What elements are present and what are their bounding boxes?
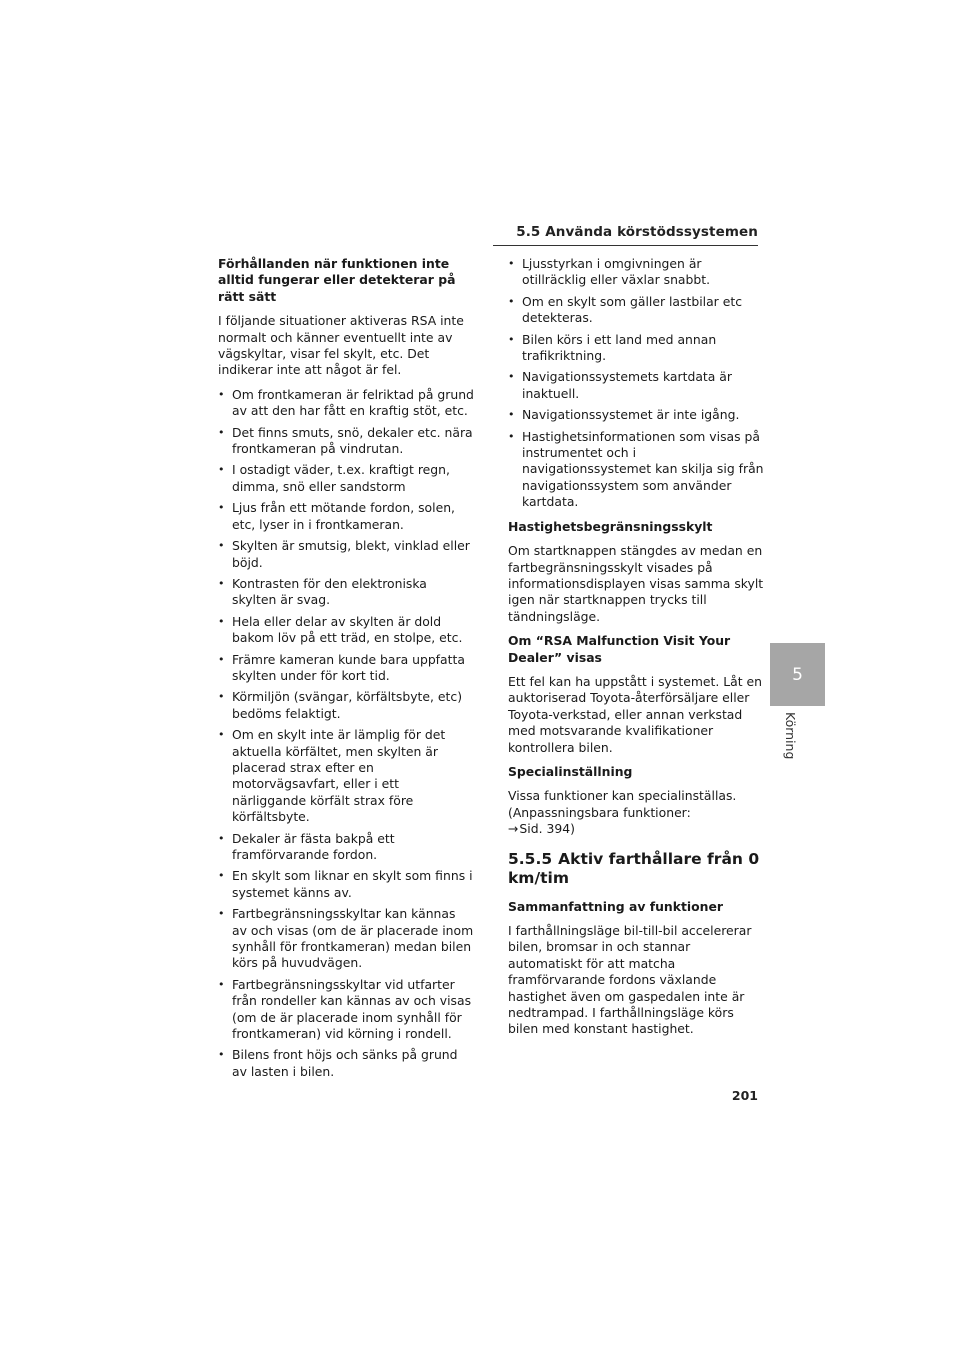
arrow-right-icon: → bbox=[508, 821, 519, 837]
customization-heading: Specialinställning bbox=[508, 763, 633, 779]
list-item: • Ljusstyrkan i omgivningen är otillräcklig eller växlar snabbt. bbox=[508, 256, 766, 289]
running-header: 5.5 Använda körstödssystemen bbox=[516, 224, 758, 240]
list-item: • Körmiljön (svängar, körfältsbyte, etc) bedöms felaktigt. bbox=[218, 689, 474, 722]
list-item: • Om en skylt som gäller lastbilar etc detekteras. bbox=[508, 294, 766, 327]
right-column bbox=[508, 256, 766, 1046]
page-number: 201 bbox=[731, 1088, 758, 1103]
customization-text-body: Vissa funktioner kan specialinställas. (Anpassningsbara funktioner: bbox=[508, 788, 737, 820]
list-item: • Ljus från ett mötande fordon, solen, etc, lyser in i frontkameran. bbox=[218, 500, 474, 533]
chapter-label: Körning bbox=[783, 712, 798, 760]
list-item: • Om frontkameran är felriktad på grund av att den har fått en kraftig stöt, etc. bbox=[218, 387, 474, 420]
list-item: • Fartbegränsningsskyltar vid utfarter från rondeller kan kännas av och visas (om de är placerade inom synhåll för frontkameran) vid körning i rondell. bbox=[218, 977, 474, 1043]
list-item: • Skylten är smutsig, blekt, vinklad eller böjd. bbox=[218, 538, 474, 571]
list-item: • En skylt som liknar en skylt som finns i systemet känns av. bbox=[218, 868, 474, 901]
list-item: • Dekaler är fästa bakpå ett framförvarande fordon. bbox=[218, 831, 474, 864]
list-item: • Det finns smuts, snö, dekaler etc. nära frontkameran på vindrutan. bbox=[218, 425, 474, 458]
page-reference-link[interactable]: Sid. 394) bbox=[519, 821, 575, 837]
list-item: • Om en skylt inte är lämplig för det aktuella körfältet, men skylten är placerad strax efter en motorvägsavfart, eller i ett närliggande körfält strax före körfältsbyte. bbox=[218, 727, 474, 825]
list-item: • Fartbegränsningsskyltar kan kännas av och visas (om de är placerade inom synhåll för frontkameran) medan bilen körs på huvudvägen. bbox=[218, 906, 474, 972]
malfunction-heading: Om “RSA Malfunction Visit Your Dealer” visas bbox=[508, 633, 731, 665]
section-number: 5.5.5 bbox=[508, 849, 553, 868]
conditions-list-continued bbox=[508, 256, 766, 511]
list-item: • Navigationssystemet är inte igång. bbox=[508, 407, 766, 423]
speed-sign-text: Om startknappen stängdes av medan en fartbegränsningsskylt visades på informationsdisplayen visas samma skylt igen när startknappen trycks till tändningsläge. bbox=[508, 543, 764, 624]
conditions-list bbox=[218, 387, 474, 1080]
summary-heading: Sammanfattning av funktioner bbox=[508, 898, 724, 914]
conditions-intro: I följande situationer aktiveras RSA inte normalt och känner eventuellt inte av vägskyltar, visar fel skylt, etc. Det indikerar inte att något är fel. bbox=[218, 313, 464, 378]
list-item: • Hastighetsinformationen som visas på instrumentet och i navigationssystemet kan skilja sig från navigationssystem som använder kartdata. bbox=[508, 429, 766, 511]
chapter-number: 5 bbox=[792, 664, 803, 685]
list-item: • Bilen körs i ett land med annan trafikriktning. bbox=[508, 332, 766, 365]
conditions-heading: Förhållanden när funktionen inte alltid fungerar eller detekterar på rätt sätt bbox=[218, 256, 456, 304]
customization-text bbox=[508, 788, 766, 837]
speed-sign-heading: Hastighetsbegränsningsskylt bbox=[508, 518, 713, 534]
list-item: • I ostadigt väder, t.ex. kraftigt regn, dimma, snö eller sandstorm bbox=[218, 462, 474, 495]
header-rule bbox=[493, 245, 758, 246]
chapter-tab[interactable] bbox=[770, 643, 825, 706]
summary-text: I farthållningsläge bil-till-bil accelererar bilen, bromsar in och stannar automatiskt för att matcha framförvarande fordons växlande hastighet även om gaspedalen inte är nedtrampad. I farthållningsläge körs bilen med konstant hastighet. bbox=[508, 923, 752, 1037]
left-column bbox=[218, 256, 474, 1088]
section-title bbox=[508, 850, 766, 889]
list-item: • Hela eller delar av skylten är dold bakom löv på ett träd, en stolpe, etc. bbox=[218, 614, 474, 647]
malfunction-text: Ett fel kan ha uppstått i systemet. Låt en auktoriserad Toyota-återförsäljare eller Toyota-verkstad, eller annan verkstad med motsvarande kvalifikationer kontrollera bilen. bbox=[508, 673, 763, 755]
list-item: • Kontrasten för den elektroniska skylten är svag. bbox=[218, 576, 474, 609]
section-title-text: Aktiv farthållare från 0 km/tim bbox=[508, 849, 760, 888]
list-item: • Främre kameran kunde bara uppfatta skylten under för kort tid. bbox=[218, 652, 474, 685]
list-item: • Bilens front höjs och sänks på grund av lasten i bilen. bbox=[218, 1047, 474, 1080]
list-item: • Navigationssystemets kartdata är inaktuell. bbox=[508, 369, 766, 402]
